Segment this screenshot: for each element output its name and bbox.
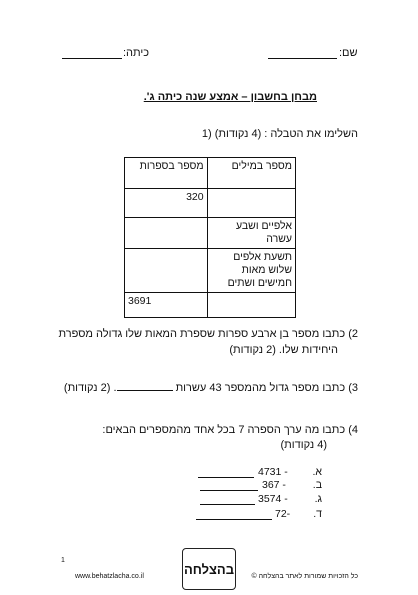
table-cell-words: אלפיים ושבע עשרה: [207, 218, 295, 249]
table-cell-words[interactable]: [207, 293, 295, 318]
item-answer-field[interactable]: [196, 519, 272, 520]
question-3-text: כתבו מספר גדול מהמספר 43 עשרות: [175, 382, 346, 394]
question-3-number: 3): [348, 382, 358, 394]
question-1-text: השלימו את הטבלה : (4 נקודות): [214, 128, 358, 140]
table-row: [125, 249, 296, 293]
item-letter: ד.: [313, 508, 322, 520]
table-cell-digits[interactable]: [125, 218, 208, 249]
question-2-line-2: היחידות שלו. (2 נקודות): [229, 344, 338, 356]
table-row: [125, 189, 296, 218]
item-letter: ג.: [314, 493, 322, 505]
question-3-points: . (2 נקודות): [63, 382, 117, 394]
class-label: כיתה:: [123, 47, 150, 59]
table-cell-words[interactable]: [207, 189, 295, 218]
question-4-text: כתבו מה ערך הספרה 7 בכל אחד מהמספרים הבאים:: [102, 424, 346, 436]
item-letter: א.: [312, 466, 322, 478]
table-header-row: [125, 158, 296, 189]
question-2-number: 2): [348, 328, 358, 340]
question-2-text: כתבו מספר בן ארבע ספרות שספרת המאות שלו גדולה מספרת: [58, 328, 346, 340]
table-row: [125, 293, 296, 318]
table-header-digits: מספר בספרות: [125, 158, 208, 189]
question-2-line-1: [58, 327, 358, 342]
table-row: [125, 218, 296, 249]
item-number: 72-: [275, 508, 291, 520]
name-field[interactable]: [268, 58, 337, 59]
item-letter: ב.: [312, 479, 322, 491]
logo-text: בהצלחה: [183, 561, 235, 577]
page-number: 1: [61, 557, 65, 564]
question-4-line-2: (4 נקודות): [280, 439, 327, 451]
question-3: [64, 380, 358, 396]
behatzlacha-logo: [182, 548, 236, 590]
copyright-text: כל הזכויות שמורות לאתר בהצלחה ©: [251, 573, 358, 580]
question-4-number: 4): [348, 424, 358, 436]
answer-table: [124, 157, 296, 318]
item-answer-field[interactable]: [200, 504, 255, 505]
table-cell-digits-value: 3691: [128, 295, 152, 307]
question-1-number: 1): [201, 128, 212, 140]
item-number: 4731 -: [258, 466, 288, 478]
item-answer-field[interactable]: [200, 490, 258, 491]
question-3-answer-field[interactable]: [117, 380, 173, 391]
name-label: שם:: [339, 47, 358, 59]
item-number: 367 -: [262, 479, 286, 491]
table-cell-digits-value: 320: [186, 191, 204, 203]
page-title: מבחן בחשבון – אמצע שנה כיתה ג'.: [143, 91, 317, 103]
question-4-line-1: [102, 423, 358, 438]
item-answer-field[interactable]: [198, 477, 254, 478]
table-cell-digits[interactable]: [125, 293, 208, 318]
class-field[interactable]: [62, 58, 122, 59]
question-1: [202, 127, 358, 142]
table-cell-digits[interactable]: [125, 249, 208, 293]
item-number: 3574 -: [258, 493, 288, 505]
table-cell-digits[interactable]: [125, 189, 208, 218]
table-cell-words: תשעת אלפים שלוש מאות חמישים ושתים: [207, 249, 295, 293]
website-link[interactable]: www.behatzlacha.co.il: [75, 573, 144, 580]
table-header-words: מספר במילים: [207, 158, 295, 189]
